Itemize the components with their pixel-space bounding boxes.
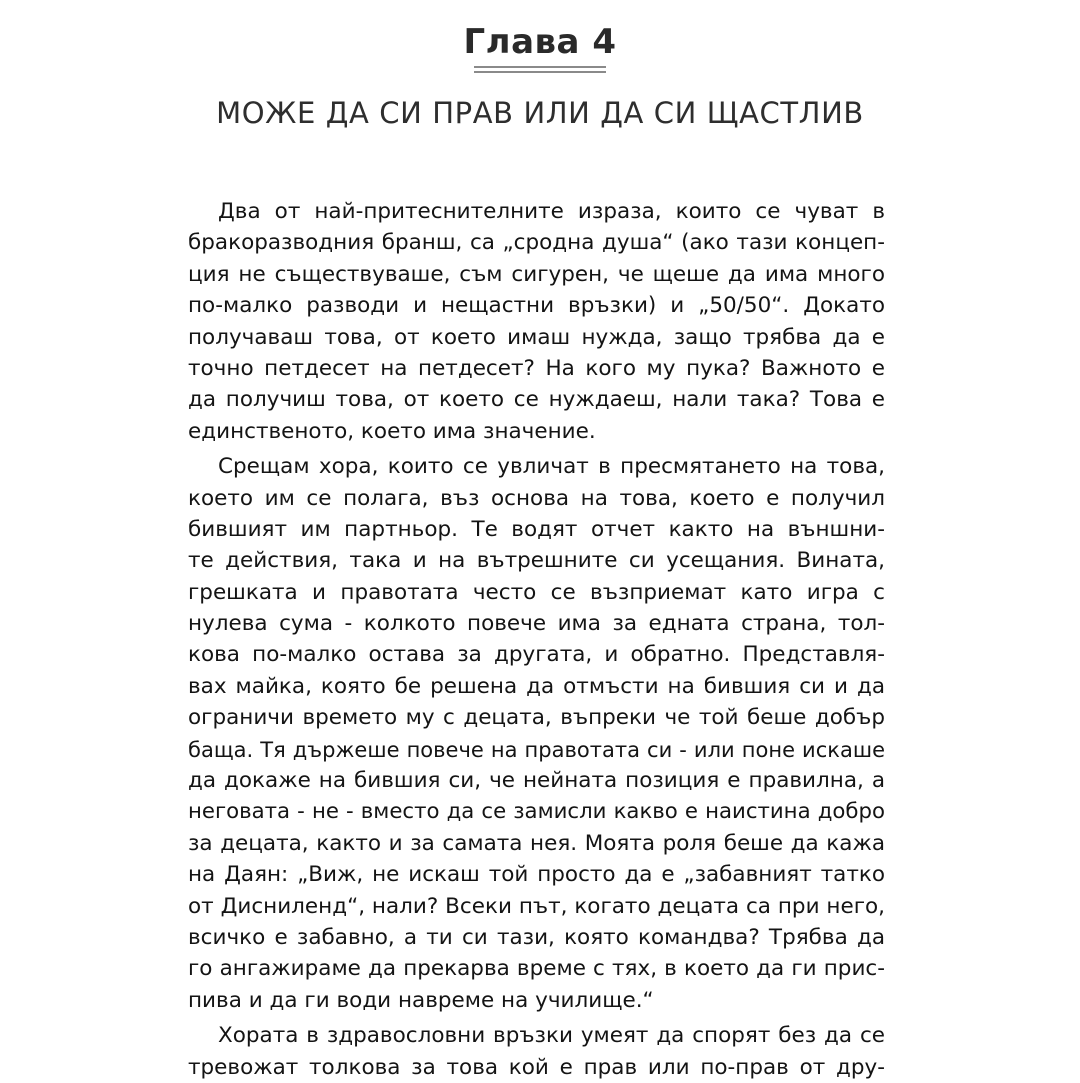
text-line: го ангажираме да прекарва време с тях, в което да ги прис- [188, 956, 885, 982]
text-line: да докаже на бившия си, че нейната позиция е правилна, а [188, 768, 885, 794]
paragraph-3 [188, 1020, 885, 1083]
text-line: неговата - не - вместо да се замисли какво е наистина добро [188, 799, 885, 825]
text-line: бракоразводния бранш, са „сродна душа“ (ако тази концеп- [188, 230, 885, 256]
body-text [188, 196, 885, 1083]
text-line: ограничи времето му с децата, въпреки че той беше добър [188, 705, 885, 731]
text-line: точно петдесет на петдесет? На кого му пука? Важното е [188, 355, 885, 381]
text-line: всичко е забавно, а ти си тази, която командва? Трябва да [188, 924, 885, 950]
text-line: ция не съществуваше, съм сигурен, че щеше да има много [188, 261, 885, 287]
text-line: за децата, както и за самата нея. Моята роля беше да кажа [188, 830, 885, 856]
text-line: нулева сума - колкото повече има за едната страна, тол- [188, 611, 885, 637]
heading-divider-top [474, 66, 606, 68]
text-line: получаваш това, от което имаш нужда, защо трябва да е [188, 324, 885, 350]
text-line: пива и да ги води навреме на училище.“ [188, 987, 654, 1013]
text-line: баща. Тя държеше повече на правотата си - или поне искаше [188, 736, 885, 762]
text-line: бившият им партньор. Те водят отчет както на външни- [188, 516, 885, 542]
paragraph-1 [188, 196, 885, 447]
text-line: кова по-малко остава за другата, и обратно. Представля- [188, 642, 885, 668]
paragraph-2 [188, 451, 885, 1016]
text-line: да получиш това, от което се нуждаеш, нали така? Това е [188, 387, 885, 413]
text-line: от Дисниленд“, нали? Всеки път, когато децата са при него, [188, 893, 885, 919]
text-line: те действия, така и на вътрешните си усещания. Вината, [188, 548, 885, 574]
text-line: Два от най-притеснителните израза, които се чуват в [218, 199, 885, 224]
text-line: грешката и правотата често се възприемат като игра с [188, 579, 885, 605]
chapter-heading: Глава 4 [463, 22, 617, 62]
text-line: тревожат толкова за това кой е прав или по-прав от дру- [188, 1054, 885, 1080]
text-line: по-малко разводи и нещастни връзки) и „50/50“. Докато [188, 293, 885, 319]
text-line: което им се полага, въз основа на това, което е получил [188, 485, 885, 511]
text-line: Хората в здравословни връзки умеят да спорят без да се [218, 1023, 885, 1049]
text-line: Срещам хора, които се увличат в пресмятането на това, [218, 454, 885, 480]
text-line: вах майка, която бе решена да отмъсти на бившия си и да [188, 673, 885, 699]
chapter-title: МОЖЕ ДА СИ ПРАВ ИЛИ ДА СИ ЩАСТЛИВ [216, 96, 864, 130]
text-line: на Даян: „Виж, не искаш той просто да е „забавният татко [188, 862, 885, 888]
heading-divider-bottom [474, 71, 606, 73]
text-line: единственото, което има значение. [188, 418, 596, 444]
